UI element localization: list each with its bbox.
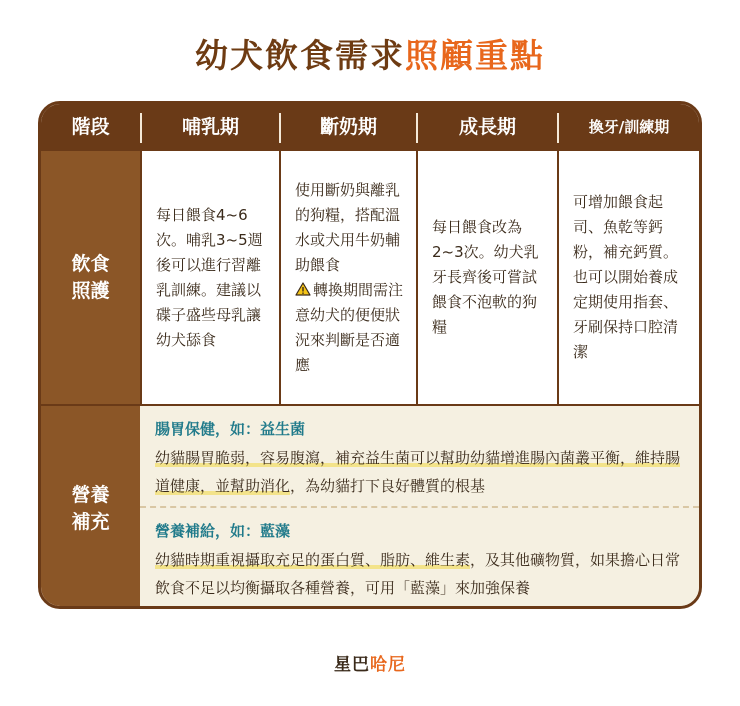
table-header xyxy=(41,104,699,151)
row-label-diet-care xyxy=(41,151,140,404)
cell-text: 每日餵食4~6次。哺乳3~5週後可以進行習離乳訓練。建議以碟子盛些母乳讓幼犬舔食 xyxy=(156,205,263,349)
highlighted-text: 幼貓腸胃脆弱，容易腹瀉，補充益生菌可以幫助幼貓增進腸內菌叢平衡，維持腸道健康，並幫助消化 xyxy=(155,449,681,495)
logo-part2: 哈尼 xyxy=(370,655,406,675)
nutrition-heading-gut: 腸胃保健，如：益生菌 xyxy=(155,420,306,438)
body-text: ，為幼貓打下良好體質的根基 xyxy=(290,477,486,495)
cell-weaning xyxy=(281,151,416,404)
dashed-divider xyxy=(140,506,699,508)
cell-text: 使用斷奶與離乳的狗糧，搭配溫水或犬用牛奶輔助餵食 xyxy=(295,180,401,274)
warning-triangle-icon xyxy=(295,282,311,296)
cell-growth xyxy=(418,151,557,404)
title-main: 幼犬飲食需求 xyxy=(195,36,405,75)
header-growth: 成長期 xyxy=(458,116,516,138)
warning-text: 轉換期間需注意幼犬的便便狀況來判斷是否適應 xyxy=(295,280,404,374)
care-table xyxy=(38,101,702,609)
nutrition-heading-supplement: 營養補給，如：藍藻 xyxy=(155,522,291,540)
row-label-nutrition xyxy=(41,406,140,609)
header-teething: 換牙/訓練期 xyxy=(588,118,670,136)
nutrition-body-gut xyxy=(155,444,690,500)
cell-text: 每日餵食改為2~3次。幼犬乳牙長齊後可嘗試餵食不泡軟的狗糧 xyxy=(432,218,539,336)
cell-text-block xyxy=(295,178,404,378)
nutrition-panel xyxy=(140,406,699,606)
row-label-line: 補充 xyxy=(71,511,110,533)
cell-text: 可增加餵食起司、魚乾等鈣粉，補充鈣質。也可以開始養成定期使用指套、牙刷保持口腔清潔 xyxy=(573,193,679,361)
row-label-line: 飲食 xyxy=(71,252,110,275)
header-stage: 階段 xyxy=(71,116,110,138)
brand-logo xyxy=(0,650,740,675)
highlighted-text: 幼貓時期重視攝取充足的蛋白質、脂肪、維生素 xyxy=(155,551,471,569)
body-text: ，及其他礦物質，如果擔心日常飲食不足以均衡攝取各種營養，可用「藍藻」來加強保養 xyxy=(155,551,681,597)
nutrition-body-supplement xyxy=(155,546,690,602)
header-weaning: 斷奶期 xyxy=(319,116,377,138)
row-label-line: 照護 xyxy=(71,279,110,302)
row-label-line: 營養 xyxy=(71,484,110,506)
cell-nursing xyxy=(142,151,279,404)
header-nursing: 哺乳期 xyxy=(181,116,239,138)
logo-part1: 星巴 xyxy=(334,655,370,675)
title-highlight: 照顧重點 xyxy=(405,36,545,75)
warning-note xyxy=(295,281,403,374)
page-title xyxy=(0,30,740,77)
cell-teething xyxy=(559,151,699,404)
